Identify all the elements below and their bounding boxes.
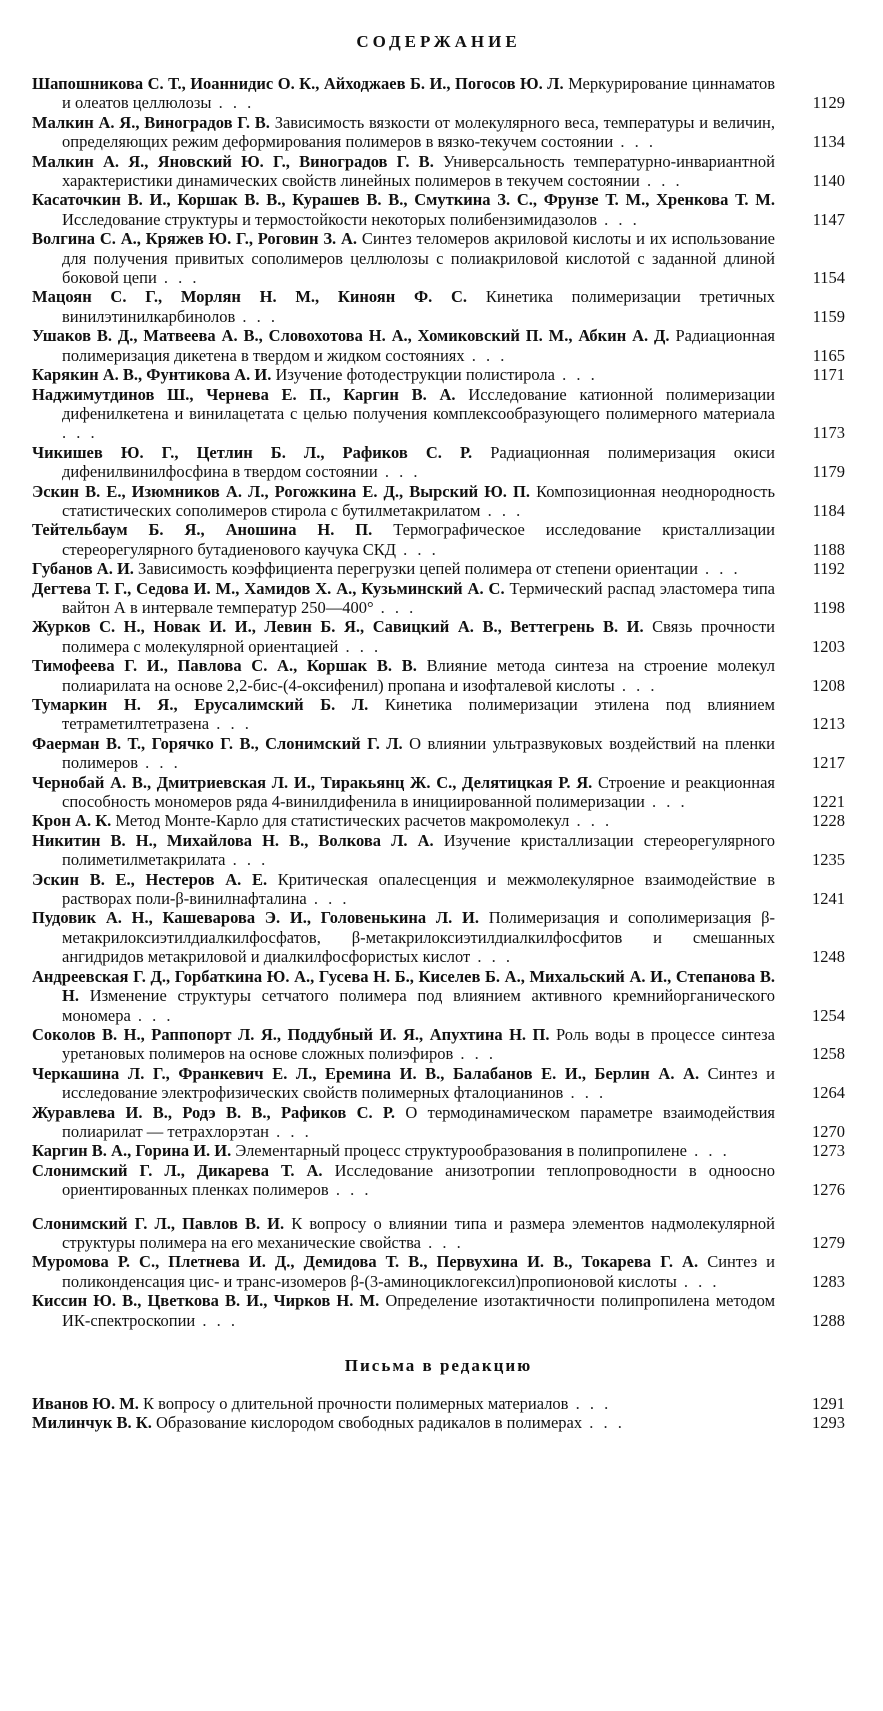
- toc-entry: [32, 1064, 845, 1103]
- entry-page-number: 1184: [812, 500, 845, 520]
- leader-dots: . . .: [268, 1121, 312, 1141]
- entry-page-number: 1159: [812, 306, 845, 326]
- toc-entry: [32, 811, 845, 830]
- toc-entry: [32, 773, 845, 812]
- entry-authors: Ушаков В. Д., Матвеева А. В., Словохотова Н. А., Хомиковский П. М., Абкин А. Д.: [32, 326, 670, 346]
- entry-title: Синтез и исследование электрофизических свойств полимерных фталоцианинов: [62, 1063, 776, 1103]
- toc-entry: [32, 443, 845, 482]
- entry-page-number: 1173: [812, 423, 845, 443]
- entry-title: Исследование анизотропии теплопроводности в одноосно ориентированных пленках полимеров: [62, 1160, 776, 1200]
- leader-dots: . . .: [639, 171, 683, 191]
- leader-dots: . . .: [464, 345, 508, 365]
- entry-title: О влиянии ультразвуковых воздействий на пленки полимеров: [62, 733, 775, 773]
- spacer: [32, 1330, 845, 1356]
- leader-dots: . . .: [306, 889, 350, 909]
- leader-dots: . . .: [137, 753, 181, 773]
- leader-dots: . . .: [597, 209, 640, 229]
- entry-page-number: 1192: [812, 559, 845, 579]
- entry-authors: Тимофеева Г. И., Павлова С. А., Коршак В. В.: [32, 656, 417, 676]
- leader-dots: . . .: [569, 811, 613, 831]
- entry-authors: Киссин Ю. В., Цветкова В. И., Чирков Н. М.: [32, 1291, 380, 1311]
- entry-title: Кинетика полимеризации этилена под влиянием тетраметилтетразена: [62, 695, 775, 734]
- entry-title: Радиационная полимеризация окиси дифенилвинилфосфина в твердом состоянии: [62, 442, 776, 482]
- toc-entry: [32, 1161, 845, 1200]
- entry-authors: Муромова Р. С., Плетнева И. Д., Демидова Т. В., Первухина И. В., Токарева Г. А.: [32, 1252, 699, 1272]
- entry-title: Строение и реакционная способность мономеров ряда 4-винилдифенила в инициированной полимеризации: [62, 772, 776, 812]
- toc-entry: [32, 152, 845, 191]
- entry-authors: Андреевская Г. Д., Горбаткина Ю. А., Гусева Н. Б., Киселев Б. А., Михальский А. И., Степанова В. Н.: [32, 966, 775, 1006]
- entry-title: Универсальность температурно-инвариантной характеристики динамических свойств линейных полимеров в текучем состоянии: [62, 151, 775, 191]
- entry-page-number: 1217: [812, 753, 845, 773]
- contents-list-continued: [32, 1214, 845, 1330]
- leader-dots: . . .: [62, 423, 98, 443]
- leader-dots: . . .: [480, 500, 524, 520]
- entry-title: Термический распад эластомера типа вайтон А в интервале температур 250—400°: [62, 578, 776, 617]
- toc-entry: [32, 1252, 845, 1291]
- entry-page-number: 1203: [812, 636, 845, 656]
- page-title: СОДЕРЖАНИЕ: [356, 32, 521, 51]
- entry-page-number: 1198: [812, 597, 845, 617]
- toc-entry: [32, 579, 845, 618]
- leader-dots: . . .: [563, 1083, 607, 1103]
- entry-authors: Журков С. Н., Новак И. И., Левин Б. Я., Савицкий А. В., Веттегрень В. И.: [32, 617, 644, 637]
- entry-authors: Фаерман В. Т., Горячко Г. В., Слонимский Г. Л.: [32, 733, 403, 753]
- toc-entry: [32, 1103, 845, 1142]
- entry-authors: Эскин В. Е., Нестеров А. Е.: [32, 869, 268, 889]
- leader-dots: . . .: [613, 132, 656, 152]
- entry-page-number: 1165: [812, 345, 845, 365]
- entry-title: Зависимость вязкости от молекулярного веса, температуры и величин, определяющих режим деформирования полимеров в вязко-текучем состоянии: [62, 112, 775, 152]
- entry-page-number: 1140: [812, 171, 845, 191]
- entry-title: Меркурирование циннаматов и олеатов целлюлозы: [62, 74, 775, 113]
- entry-title: Изучение кристаллизации стереорегулярного полиметилметакрилата: [62, 830, 776, 870]
- toc-entry: [32, 656, 845, 695]
- toc-entry: [32, 1291, 845, 1330]
- entry-page-number: 1228: [812, 811, 845, 831]
- entry-title: Определение изотактичности полипропилена методом ИК-спектроскопии: [62, 1291, 776, 1330]
- entry-page-number: 1213: [812, 714, 845, 734]
- entry-authors: Черкашина Л. Г., Франкевич Е. Л., Еремина И. В., Балабанов Е. И., Берлин А. А.: [32, 1063, 700, 1083]
- entry-authors: Чикишев Ю. Г., Цетлин Б. Л., Рафиков С. Р.: [32, 442, 473, 462]
- entry-authors: Чернобай А. В., Дмитриевская Л. И., Тиракьянц Ж. С., Делятицкая Р. Я.: [32, 772, 593, 792]
- entry-page-number: 1129: [812, 93, 845, 113]
- entry-page-number: 1154: [812, 268, 845, 288]
- entry-authors: Волгина С. А., Кряжев Ю. Г., Роговин З. А.: [32, 229, 358, 249]
- entry-page-number: 1208: [812, 675, 845, 695]
- entry-title: Зависимость коэффициента перегрузки цепей полимера от степени ориентации: [138, 559, 698, 579]
- toc-entry: [32, 190, 845, 229]
- entry-title: Метод Монте-Карло для статистических расчетов макромолекул: [115, 811, 570, 831]
- entry-authors: Губанов А. И.: [32, 559, 134, 579]
- entry-authors: Слонимский Г. Л., Дикарева Т. А.: [32, 1160, 323, 1180]
- entry-authors: Малкин А. Я., Виноградов Г. В.: [32, 112, 270, 132]
- entry-title: Влияние метода синтеза на строение молекул полиарилата на основе 2,2-бис-(4-оксифенил) пропана и изофталевой кислоты: [62, 656, 776, 695]
- entry-authors: Эскин В. Е., Изюмников А. Л., Рогожкина Е. Д., Вырский Ю. П.: [32, 481, 530, 501]
- entry-page-number: 1241: [812, 889, 845, 909]
- toc-entry: [32, 365, 845, 384]
- entry-page-number: 1264: [812, 1083, 845, 1103]
- entry-title: Композиционная неоднородность статистических сополимеров стирола с бутилметакрилатом: [62, 481, 776, 520]
- leader-dots: . . .: [453, 1044, 497, 1064]
- entry-page-number: 1188: [812, 539, 845, 559]
- entry-authors: Крон А. К.: [32, 811, 112, 831]
- toc-entry: [32, 870, 845, 909]
- toc-entry: [32, 831, 845, 870]
- toc-entry: [32, 113, 845, 152]
- entry-page-number: 1288: [812, 1310, 845, 1330]
- toc-entry: [32, 695, 845, 734]
- entry-authors: Соколов В. Н., Раппопорт Л. Я., Поддубный И. Я., Апухтина Н. П.: [32, 1024, 550, 1044]
- entry-authors: Слонимский Г. Л., Павлов В. И.: [32, 1213, 285, 1233]
- toc-entry: [32, 1394, 845, 1413]
- leader-dots: . . .: [195, 1310, 239, 1330]
- leader-dots: . . .: [420, 1232, 464, 1252]
- leader-dots: . . .: [235, 306, 278, 326]
- leader-dots: . . .: [676, 1271, 720, 1291]
- toc-entry: [32, 617, 845, 656]
- entry-page-number: 1221: [812, 792, 845, 812]
- entry-title: Критическая опалесценция и межмолекулярное взаимодействие в растворах поли-β-винилнафталина: [62, 869, 775, 909]
- entry-authors: Журавлева И. В., Родэ В. В., Рафиков С. Р.: [32, 1102, 396, 1122]
- letters-section-title: Письма в редакцию: [344, 1356, 533, 1375]
- entry-title: Полимеризация и сополимеризация β-метакрилоксиэтилдиалкилфосфатов, β-метакрилоксиэтилдиалкилфосфитов и смешанных ангидридов метакриловой и диалкилфосфористых кислот: [62, 908, 776, 967]
- entry-page-number: 1258: [812, 1044, 845, 1064]
- leader-dots: . . .: [156, 268, 200, 288]
- entry-title: Изучение фотодеструкции полистирола: [275, 365, 555, 385]
- spacer: [32, 1376, 845, 1394]
- leader-dots: . . .: [209, 714, 252, 734]
- entry-page-number: 1179: [812, 462, 845, 482]
- toc-entry: [32, 1141, 845, 1160]
- toc-entry: [32, 482, 845, 521]
- entry-page-number: 1270: [812, 1121, 845, 1141]
- entry-title: Элементарный процесс структурообразования в полипропилене: [235, 1141, 688, 1161]
- leader-dots: . . .: [211, 93, 255, 113]
- entry-authors: Наджимутдинов Ш., Чернева Е. П., Каргин В. А.: [32, 384, 456, 404]
- toc-entry: [32, 734, 845, 773]
- entry-page-number: 1291: [812, 1394, 845, 1413]
- entry-page-number: 1147: [812, 209, 845, 229]
- entry-title: Радиационная полимеризация дикетена в твердом и жидком состояниях: [62, 326, 775, 365]
- entry-authors: Шапошникова С. Т., Иоаннидис О. К., Айходжаев Б. И., Погосов Ю. Л.: [32, 74, 564, 93]
- entry-page-number: 1254: [812, 1005, 845, 1025]
- entry-page-number: 1279: [812, 1232, 845, 1252]
- leader-dots: . . .: [338, 636, 382, 656]
- leader-dots: . . .: [377, 462, 421, 482]
- toc-entry: [32, 1214, 845, 1253]
- entry-title: К вопросу о длительной прочности полимерных материалов: [143, 1394, 569, 1413]
- entry-page-number: 1283: [812, 1271, 845, 1291]
- entry-page-number: 1134: [812, 132, 845, 152]
- letters-list: [32, 1394, 845, 1433]
- contents-list: [32, 74, 845, 1200]
- entry-authors: Дегтева Т. Г., Седова И. М., Хамидов Х. А., Кузьминский А. С.: [32, 578, 505, 598]
- entry-title: О термодинамическом параметре взаимодействия полиарилат — тетрахлорэтан: [62, 1102, 775, 1141]
- leader-dots: . . .: [614, 675, 658, 695]
- entry-authors: Милинчук В. К.: [32, 1413, 152, 1433]
- entry-title: Связь прочности полимера с молекулярной ориентацией: [62, 617, 775, 656]
- entry-title: Синтез и поликонденсация цис- и транс-изомеров β-(3-аминоциклогексил)пропионовой кислоты: [62, 1252, 776, 1291]
- entry-title: Термографическое исследование кристаллизации стереорегулярного бутадиенового каучука СКД: [62, 520, 775, 559]
- entry-authors: Мацоян С. Г., Морлян Н. М., Киноян Ф. С.: [32, 287, 468, 307]
- entry-authors: Карякин А. В., Фунтикова А. И.: [32, 365, 272, 385]
- leader-dots: . . .: [396, 539, 439, 559]
- entry-title: Синтез теломеров акриловой кислоты и их использование для получения привитых сополимеров целлюлозы с полиакриловой кислотой с заданной длиной боковой цепи: [62, 229, 775, 288]
- leader-dots: . . .: [225, 850, 269, 870]
- toc-entry: [32, 520, 845, 559]
- entry-authors: Тумаркин Н. Я., Ерусалимский Б. Л.: [32, 695, 369, 714]
- entry-authors: Иванов Ю. М.: [32, 1394, 139, 1413]
- entry-page-number: 1276: [812, 1180, 845, 1200]
- toc-entry: [32, 74, 845, 113]
- entry-page-number: 1171: [812, 365, 845, 385]
- entry-title: Образование кислородом свободных радикалов в полимерах: [156, 1413, 583, 1433]
- leader-dots: . . .: [328, 1180, 372, 1200]
- spacer: [32, 1200, 845, 1214]
- toc-entry: [32, 1413, 845, 1432]
- toc-entry: [32, 559, 845, 578]
- entry-title: Кинетика полимеризации третичных винилэтинилкарбинолов: [62, 287, 776, 326]
- entry-title: Исследование катионной полимеризации дифенилкетена и винилацетата с целью получения комплексообразующего полимерного материала: [62, 384, 775, 423]
- entry-title: Роль воды в процессе синтеза уретановых полимеров на основе сложных полиэфиров: [62, 1024, 775, 1064]
- entry-page-number: 1235: [812, 850, 845, 870]
- leader-dots: . . .: [687, 1141, 730, 1161]
- leader-dots: . . .: [644, 792, 688, 812]
- entry-authors: Никитин В. Н., Михайлова Н. В., Волкова Л. А.: [32, 830, 434, 850]
- toc-entry: [32, 287, 845, 326]
- toc-entry: [32, 385, 845, 443]
- leader-dots: . . .: [554, 365, 598, 385]
- entry-authors: Пудовик А. Н., Кашеварова Э. И., Головенькина Л. И.: [32, 908, 479, 928]
- leader-dots: . . .: [582, 1413, 625, 1433]
- entry-authors: Касаточкин В. И., Коршак В. В., Курашев В. В., Смуткина З. С., Фрунзе Т. М., Хренкова Т. М.: [32, 190, 775, 210]
- toc-entry: [32, 908, 845, 966]
- toc-entry: [32, 1025, 845, 1064]
- entry-title: Изменение структуры сетчатого полимера под влиянием активного кремнийорганического мономера: [62, 986, 776, 1025]
- entry-authors: Малкин А. Я., Яновский Ю. Г., Виноградов Г. В.: [32, 151, 434, 171]
- toc-entry: [32, 229, 845, 287]
- leader-dots: . . .: [130, 1005, 174, 1025]
- entry-authors: Каргин В. А., Горина И. И.: [32, 1141, 232, 1161]
- entry-page-number: 1293: [812, 1413, 845, 1433]
- entry-page-number: 1273: [812, 1141, 845, 1161]
- leader-dots: . . .: [470, 947, 514, 967]
- entry-page-number: 1248: [812, 947, 845, 967]
- entry-authors: Тейтельбаум Б. Я., Аношина Н. П.: [32, 520, 373, 540]
- leader-dots: . . .: [697, 559, 741, 579]
- toc-entry: [32, 326, 845, 365]
- toc-entry: [32, 967, 845, 1025]
- entry-title: Исследование структуры и термостойкости некоторых полибензимидазолов: [62, 209, 598, 229]
- entry-title: К вопросу о влиянии типа и размера элементов надмолекулярной структуры полимера на его механические свойства: [62, 1213, 775, 1252]
- leader-dots: . . .: [373, 597, 417, 617]
- leader-dots: . . .: [568, 1394, 612, 1413]
